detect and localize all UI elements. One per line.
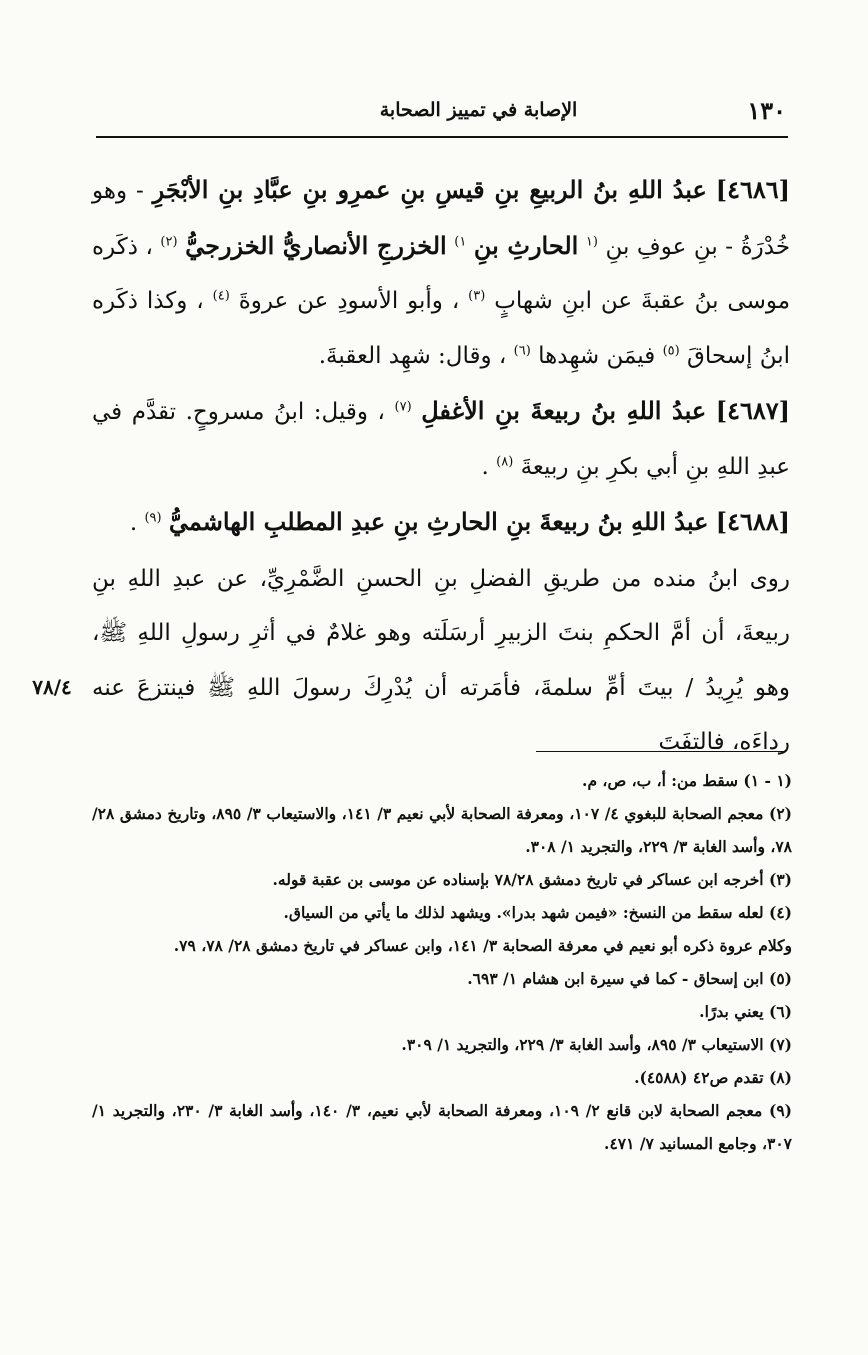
footnote: (٥) ابن إسحاق - كما في سيرة ابن هشام ١/ ٦٩٣. [467,969,792,988]
entry-text: ، وأبو الأسودِ عن عروةَ [238,288,460,314]
entry-text: الحارثِ بنِ [473,230,579,260]
footnote: (٦) يعني بدرًا. [699,1002,792,1021]
entry-number: [٤٦٨٦] [715,175,791,204]
entry-text: ، وقال: شهِد العقبةَ. [318,342,507,369]
footnote: وكلام عروة ذكره أبو نعيم في معرفة الصحابة ٣/ ١٤١، وابن عساكر في تاريخ دمشق ٢٨/ ٧٨، ٧٩. [173,936,792,955]
entry-4688 [92,495,790,551]
footnote: (٢) معجم الصحابة للبغوي ٤/ ١٠٧، ومعرفة الصحابة لأبي نعيم ٣/ ١٤١، والاستيعاب ٣/ ٨٩٥، وتاريخ دمشق ٢٨/ ٧٨، وأسد الغابة ٣/ ٢٢٩، والتجريد ١/ ٣٠٨. [92,804,793,856]
footnote-reference: (١ [585,233,598,249]
footnote-reference: (٢) [160,233,178,249]
footnote: (٣) أخرجه ابن عساكر في تاريخ دمشق ٧٨/٢٨ بإسناده عن موسى بن عقبة قوله. [272,870,792,889]
footnote-reference: (٦) [513,342,531,358]
footnote: (٨) تقدم ص٤٢ (٤٥٨٨). [634,1068,792,1087]
footnote: (٤) لعله سقط من النسخ: «فيمن شهد بدرا». ويشهد لذلك ما يأتي من السياق. [283,903,792,922]
entry-4688-paragraph: روى ابنُ منده من طريقِ الفضلِ بنِ الحسنِ الضَّمْرِيِّ، عن عبدِ اللهِ بنِ ربيعةَ، أن أمَّ الحكمِ بنتَ الزبيرِ أرسَلَته وهو غلامٌ في أثرِ رسولِ اللهِ ﷺ، وهو يُرِيدُ / بيتَ أمِّ سلمةَ، فأمَرته أن يُدْرِكَ رسولَ اللهِ ﷺ فينتزعَ عنه رداءَه، فالتفَتَ [92,565,790,755]
entry-name: عبدُ اللهِ بنُ ربيعةَ بنِ الأغفلِ [421,396,707,425]
entry-text: - وهو خُدْرَةُ - بنِ عوفِ بنِ [92,178,791,260]
page-header [96,92,786,128]
header-divider [96,136,788,138]
footnote: (١ - ١) سقط من: أ، ب، ص، م. [582,771,792,790]
entry-number: [٤٦٨٧] [715,396,791,425]
footnote-reference: (٤) [212,288,230,304]
entry-name: عبدُ اللهِ بنُ الربيعِ بنِ قيسِ بنِ عمرِو بنِ عبَّادِ بنِ الأبْجَرِ [152,175,707,204]
footnote-reference: ١) [454,233,467,249]
entry-text: ، ذكَره موسى بنُ عقبةَ عن ابنِ شهابٍ [92,233,791,314]
footnote-reference: (٩) [144,510,162,526]
page-number: ١٣٠ [747,95,786,125]
footnote-reference: (٣) [468,288,486,304]
entry-text: . [481,453,489,480]
footnote-reference: (٧) [394,399,412,415]
entry-4687 [92,384,790,494]
entry-name: عبدُ اللهِ بنُ ربيعةَ بنِ الحارثِ بنِ عبدِ المطلبِ الهاشميُّ [168,507,709,536]
entry-4686 [92,163,790,383]
entry-text: ، وكذا ذكَره ابنُ إسحاقَ [92,288,790,369]
entry-number: [٤٦٨٨] [715,507,790,536]
footnote-reference: (٨) [496,453,514,469]
footnotes [92,764,792,1160]
entry-text: الخزرجِ الأنصاريُّ الخزرجيُّ [185,230,447,260]
running-title: الإصابة في تمييز الصحابة [379,99,578,121]
footnote: (٧) الاستيعاب ٣/ ٨٩٥، وأسد الغابة ٣/ ٢٢٩، والتجريد ١/ ٣٠٩. [401,1035,792,1054]
entry-text: ، وقيل: ابنُ مسروحٍ. تقدَّم في عبدِ اللهِ بنِ أبي بكرِ بنِ ربيعةَ [92,399,790,480]
footnote: (٩) معجم الصحابة لابن قانع ٢/ ١٠٩، ومعرفة الصحابة لأبي نعيم، ٣/ ١٤٠، وأسد الغابة ٣/ ٢٣٠، والتجريد ١/ ٣٠٧، وجامع المسانيد ٧/ ٤٧١. [92,1101,792,1153]
footnote-reference: (٥) [662,342,680,358]
margin-reference: ٧٨/٤ [32,675,72,699]
main-text [92,163,790,770]
entry-text: . [129,510,138,536]
entry-text: فيمَن شهِدها [538,342,656,369]
footnote-divider [536,751,786,752]
